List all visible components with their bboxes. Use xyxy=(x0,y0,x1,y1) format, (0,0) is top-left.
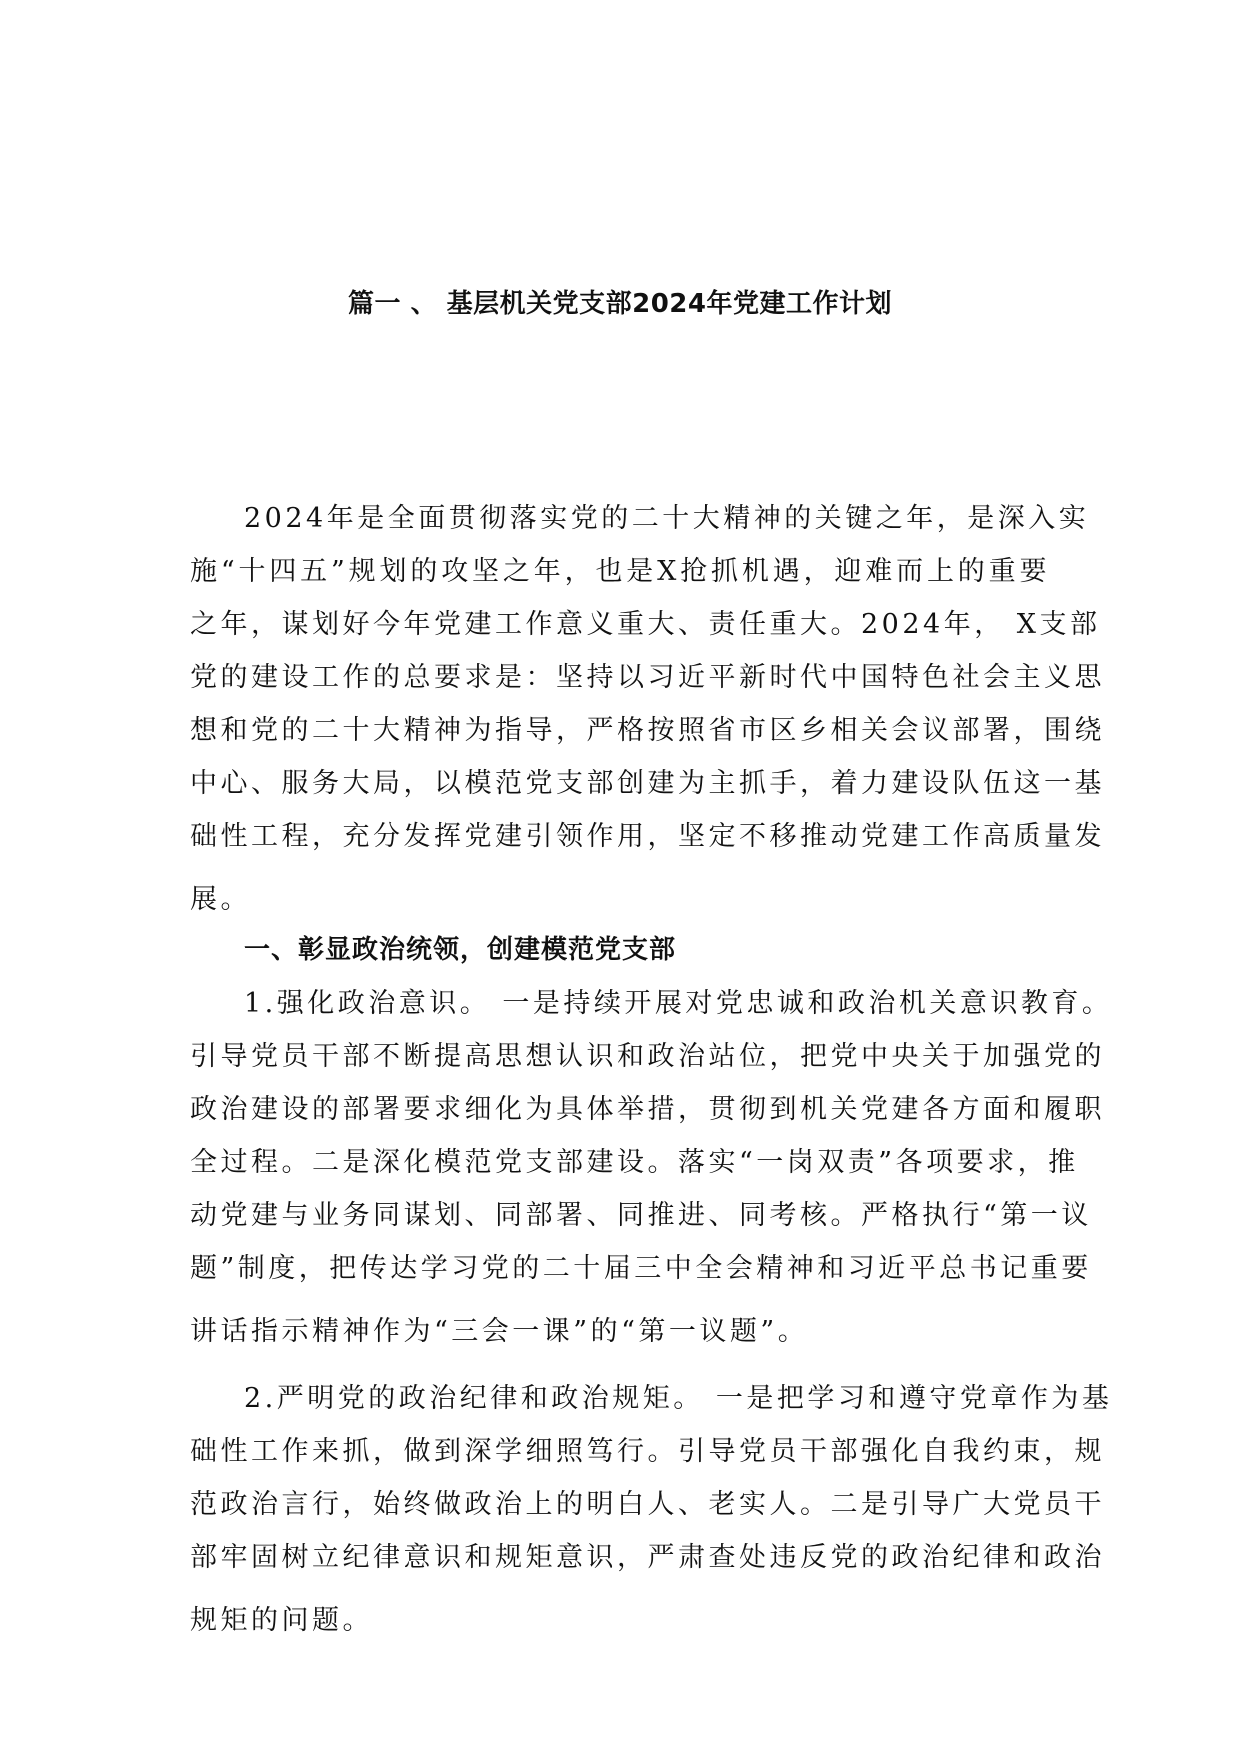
paragraph-line: 题”制度，把传达学习党的二十届三中全会精神和习近平总书记重要 xyxy=(190,1253,1092,1284)
paragraph-line: 之年，谋划好今年党建工作意义重大、责任重大。2024年， X支部 xyxy=(190,609,1101,640)
section-heading: 一、彰显政治统领，创建模范党支部 xyxy=(244,935,677,965)
paragraph-line: 2024年是全面贯彻落实党的二十大精神的关键之年，是深入实 xyxy=(244,503,1090,534)
item1-paragraph xyxy=(190,977,1113,1358)
paragraph-line: 部牢固树立纪律意识和规矩意识，严肃查处违反党的政治纪律和政治 xyxy=(190,1542,1105,1573)
document-title: 篇一 、 基层机关党支部2024年党建工作计划 xyxy=(348,289,892,319)
paragraph-line: 想和党的二十大精神为指导，严格按照省市区乡相关会议部署，围绕 xyxy=(190,715,1105,746)
paragraph-line: 展。 xyxy=(190,884,251,915)
paragraph-line: 础性工作来抓，做到深学细照笃行。引导党员干部强化自我约束，规 xyxy=(190,1436,1105,1467)
paragraph-line: 础性工程，充分发挥党建引领作用，坚定不移推动党建工作高质量发 xyxy=(190,821,1105,852)
item2-paragraph xyxy=(190,1372,1113,1647)
paragraph-line: 动党建与业务同谋划、同部署、同推进、同考核。严格执行“第一议 xyxy=(190,1200,1092,1231)
paragraph-line: 1.强化政治意识。 一是持续开展对党忠诚和政治机关意识教育。 xyxy=(244,988,1113,1019)
paragraph-line: 全过程。二是深化模范党支部建设。落实“一岗双责”各项要求，推 xyxy=(190,1147,1079,1178)
paragraph-line: 中心、服务大局，以模范党支部创建为主抓手，着力建设队伍这一基 xyxy=(190,768,1105,799)
paragraph-line: 施“十四五”规划的攻坚之年，也是X抢抓机遇，迎难而上的重要 xyxy=(190,556,1050,587)
paragraph-line: 政治建设的部署要求细化为具体举措，贯彻到机关党建各方面和履职 xyxy=(190,1094,1105,1125)
paragraph-line: 党的建设工作的总要求是：坚持以习近平新时代中国特色社会主义思 xyxy=(190,662,1105,693)
paragraph-line: 引导党员干部不断提高思想认识和政治站位，把党中央关于加强党的 xyxy=(190,1041,1105,1072)
paragraph-line: 2.严明党的政治纪律和政治规矩。 一是把学习和遵守党章作为基 xyxy=(244,1383,1113,1414)
paragraph-line: 规矩的问题。 xyxy=(190,1605,373,1636)
paragraph-line: 范政治言行，始终做政治上的明白人、老实人。二是引导广大党员干 xyxy=(190,1489,1105,1520)
intro-paragraph xyxy=(190,492,1105,926)
paragraph-line: 讲话指示精神作为“三会一课”的“第一议题”。 xyxy=(190,1316,809,1347)
